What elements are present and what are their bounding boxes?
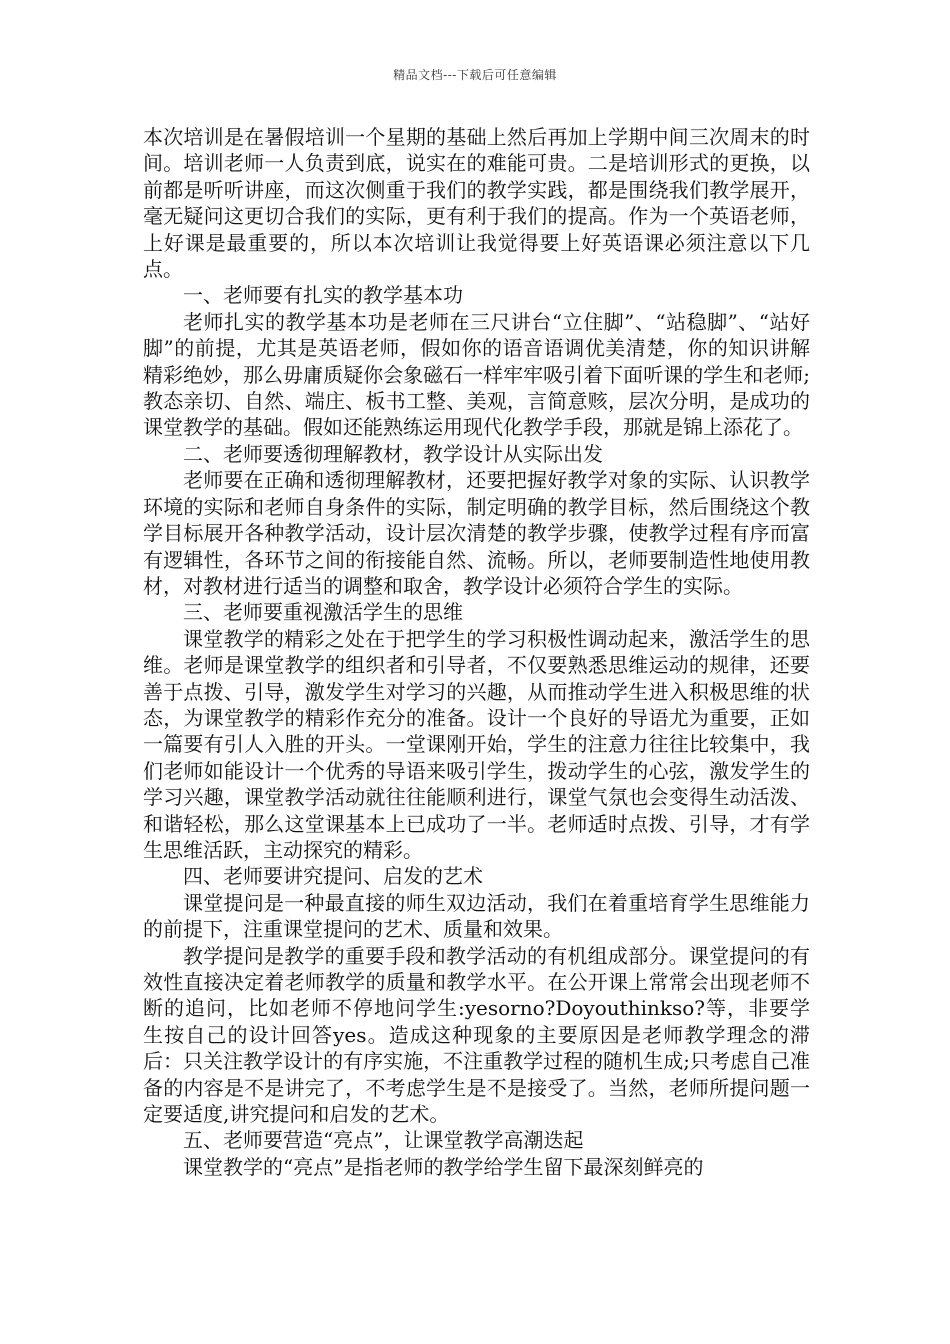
paragraph-intro: 本次培训是在暑假培训一个星期的基础上然后再加上学期中间三次周末的时间。培训老师一人负责到底，说实在的难能可贵。二是培训形式的更换，以前都是听听讲座，而这次侧重于我们的教学实践，都是围绕我们教学展开，毫无疑问这更切合我们的实际，更有利于我们的提高。作为一个英语老师，上好课是最重要的，所以本次培训让我觉得要上好英语课必须注意以下几点。 (143, 125, 810, 282)
paragraph: 老师要在正确和透彻理解教材，还要把握好教学对象的实际、认识教学环境的实际和老师自身条件的实际，制定明确的教学目标，然后围绕这个教学目标展开各种教学活动，设计层次清楚的教学步骤，使教学过程有序而富有逻辑性，各环节之间的衔接能自然、流畅。所以，老师要制造性地使用教材，对教材进行适当的调整和取舍，教学设计必须符合学生的实际。 (143, 468, 810, 598)
section-heading-2: 二、老师要透彻理解教材，教学设计从实际出发 (183, 441, 603, 466)
page-header: 精品文档---下载后可任意编辑 (393, 68, 557, 82)
paragraph: 课堂提问是一种最直接的师生双边活动，我们在着重培育学生思维能力的前提下，注重课堂提问的艺术、质量和效果。 (143, 890, 810, 942)
document-body (143, 124, 810, 1180)
section-heading-3: 三、老师要重视激活学生的思维 (183, 600, 463, 625)
section-heading-4: 四、老师要讲究提问、启发的艺术 (183, 864, 483, 889)
paragraph: 课堂教学的精彩之处在于把学生的学习积极性调动起来，激活学生的思维。老师是课堂教学的组织者和引导者，不仅要熟悉思维运动的规律，还要善于点拨、引导，激发学生对学习的兴趣，从而推动学生进入积极思维的状态，为课堂教学的精彩作充分的准备。设计一个良好的导语尤为重要，正如一篇要有引人入胜的开头。一堂课刚开始，学生的注意力往往比较集中，我们老师如能设计一个优秀的导语来吸引学生，拨动学生的心弦，激发学生的学习兴趣，课堂教学活动就往往能顺利进行，课堂气氛也会变得生动活泼、和谐轻松，那么这堂课基本上已成功了一半。老师适时点拨、引导，才有学生思维活跃，主动探究的精彩。 (143, 626, 810, 862)
section-heading-1: 一、老师要有扎实的教学基本功 (183, 283, 463, 308)
section-heading-5: 五、老师要营造“亮点”，让课堂教学高潮迭起 (183, 1128, 584, 1153)
paragraph: 老师扎实的教学基本功是老师在三尺讲台“立住脚”、“站稳脚”、“站好脚”的前提，尤其是英语老师，假如你的语音语调优美清楚，你的知识讲解精彩绝妙，那么毋庸质疑你会象磁石一样牢牢吸引着下面听课的学生和老师;教态亲切、自然、端庄、板书工整、美观，言简意赅，层次分明，是成功的课堂教学的基础。假如还能熟练运用现代化教学手段，那就是锦上添花了。 (143, 309, 810, 440)
paragraph: 教学提问是教学的重要手段和教学活动的有机组成部分。课堂提问的有效性直接决定着老师教学的质量和教学水平。在公开课上常常会出现老师不断的追问，比如老师不停地问学生:yesorno?Doyouthinkso?等，非要学生按自己的设计回答yes。造成这种现象的主要原因是老师教学理念的滞后：只关注教学设计的有序实施，不注重教学过程的随机生成;只考虑自己准备的内容是不是讲完了，不考虑学生是不是接受了。当然，老师所提问题一定要适度,讲究提问和启发的艺术。 (143, 943, 810, 1127)
paragraph: 课堂教学的“亮点”是指老师的教学给学生留下最深刻鲜亮的 (183, 1154, 704, 1179)
